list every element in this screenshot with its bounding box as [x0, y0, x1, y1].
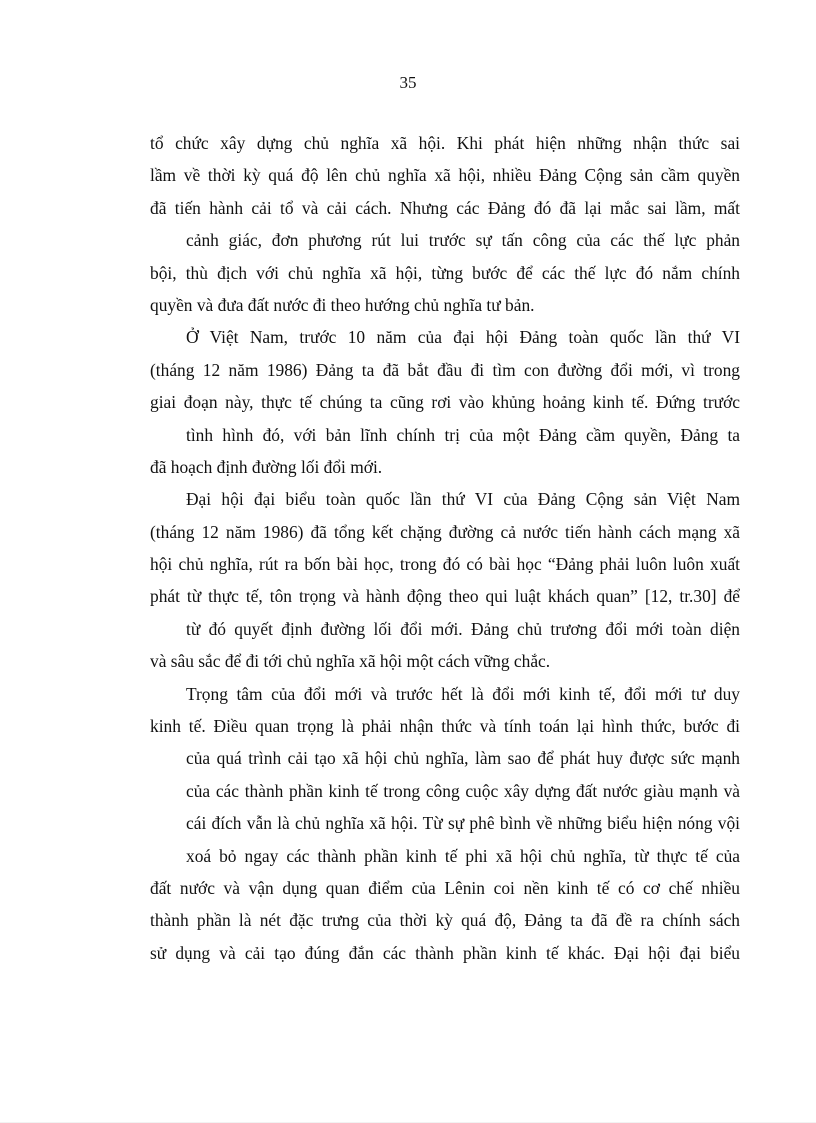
text-line: lầm về thời kỳ quá độ lên chủ nghĩa xã hội, nhiều Đảng Cộng sản cầm quyền	[150, 165, 740, 186]
text-line: từ đó quyết định đường lối đổi mới. Đảng chủ trương đổi mới toàn diện	[186, 618, 740, 639]
text-line: đất nước và vận dụng quan điểm của Lênin coi nền kinh tế có cơ chế nhiều	[150, 877, 740, 898]
text-line: bội, thù địch với chủ nghĩa xã hội, từng bước để các thế lực đó nắm chính	[150, 262, 740, 283]
text-line: Ở Việt Nam, trước 10 năm của đại hội Đảng toàn quốc lần thứ VI	[186, 327, 740, 348]
text-line: sử dụng và cải tạo đúng đắn các thành phần kinh tế khác. Đại hội đại biểu	[150, 942, 740, 963]
text-line: tình hình đó, với bản lĩnh chính trị của một Đảng cầm quyền, Đảng ta	[186, 424, 740, 445]
text-line: kinh tế. Điều quan trọng là phải nhận thức và tính toán lại hình thức, bước đi	[150, 716, 740, 737]
text-line: cảnh giác, đơn phương rút lui trước sự tấn công của các thế lực phản	[186, 230, 740, 251]
body-text	[150, 127, 740, 969]
text-line: (tháng 12 năm 1986) Đảng ta đã bắt đầu đi tìm con đường đổi mới, vì trong	[150, 359, 740, 380]
text-line: Đại hội đại biểu toàn quốc lần thứ VI của Đảng Cộng sản Việt Nam	[186, 489, 740, 510]
text-line: của quá trình cải tạo xã hội chủ nghĩa, làm sao để phát huy được sức mạnh	[186, 748, 740, 769]
text-line: phát từ thực tế, tôn trọng và hành động theo qui luật khách quan” [12, tr.30] để	[150, 586, 740, 607]
text-line: đã tiến hành cải tổ và cải cách. Nhưng các Đảng đó đã lại mắc sai lầm, mất	[150, 197, 740, 218]
text-line: cái đích vẫn là chủ nghĩa xã hội. Từ sự phê bình về những biểu hiện nóng vội	[186, 813, 740, 834]
text-line: (tháng 12 năm 1986) đã tổng kết chặng đường cả nước tiến hành cách mạng xã	[150, 521, 740, 542]
page-number: 35	[399, 73, 417, 92]
text-line: giai đoạn này, thực tế chúng ta cũng rơi vào khủng hoảng kinh tế. Đứng trước	[150, 392, 740, 413]
text-line: tổ chức xây dựng chủ nghĩa xã hội. Khi phát hiện những nhận thức sai	[150, 133, 740, 153]
text-line: đã hoạch định đường lối đổi mới.	[150, 456, 383, 477]
text-line: và sâu sắc để đi tới chủ nghĩa xã hội một cách vững chắc.	[150, 651, 551, 672]
text-line: hội chủ nghĩa, rút ra bốn bài học, trong đó có bài học “Đảng phải luôn luôn xuất	[150, 554, 740, 575]
text-line: của các thành phần kinh tế trong công cuộc xây dựng đất nước giàu mạnh và	[186, 780, 740, 801]
text-line: quyền và đưa đất nước đi theo hướng chủ nghĩa tư bản.	[150, 294, 535, 315]
text-line: Trọng tâm của đổi mới và trước hết là đổi mới kinh tế, đổi mới tư duy	[186, 683, 740, 704]
text-line: xoá bỏ ngay các thành phần kinh tế phi xã hội chủ nghĩa, từ thực tế của	[186, 845, 740, 866]
text-line: thành phần là nét đặc trưng của thời kỳ quá độ, Đảng ta đã đề ra chính sách	[150, 910, 740, 931]
